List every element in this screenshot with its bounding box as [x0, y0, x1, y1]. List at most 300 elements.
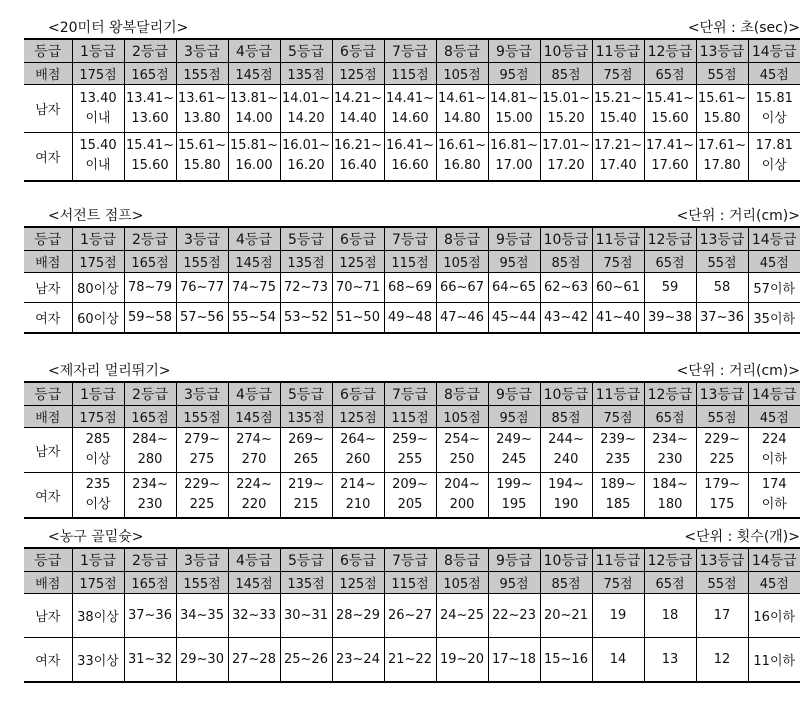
score-cell	[124, 85, 176, 133]
score-line-2: 17.80	[703, 158, 741, 174]
score-range	[541, 430, 592, 470]
score-range	[437, 475, 488, 515]
points-cell: 175점	[72, 251, 124, 273]
score-range	[385, 430, 436, 470]
score-cell: 14	[592, 638, 644, 682]
score-line-2: 17.40	[599, 158, 637, 174]
grade-cell: 5등급	[280, 39, 332, 63]
score-cell: 16이하	[748, 594, 800, 638]
score-range	[437, 430, 488, 470]
score-line-2: 270	[241, 452, 267, 467]
score-cell	[592, 85, 644, 133]
score-cell: 55~54	[228, 303, 280, 333]
score-line-2: 16.00	[235, 158, 273, 174]
grade-header-row	[24, 548, 800, 572]
score-line-1: 269~	[288, 432, 324, 447]
score-range	[437, 136, 488, 176]
grade-cell: 10등급	[540, 227, 592, 251]
score-line-2: 17.00	[495, 158, 533, 174]
grade-cell: 11등급	[592, 39, 644, 63]
score-range	[541, 136, 592, 176]
points-label: 배점	[24, 251, 72, 273]
score-line-1: 174	[761, 477, 787, 492]
points-label: 배점	[24, 572, 72, 594]
points-cell: 155점	[176, 572, 228, 594]
score-range	[645, 475, 696, 515]
score-line-1: 14.01~	[281, 90, 331, 106]
gender-label: 남자	[24, 85, 72, 133]
score-line-2: 205	[397, 497, 423, 512]
score-line-2: 15.60	[131, 158, 169, 174]
gender-label: 여자	[24, 473, 72, 519]
score-line-2: 이상	[761, 158, 787, 174]
grade-cell: 4등급	[228, 382, 280, 406]
points-cell: 135점	[280, 63, 332, 85]
points-cell: 175점	[72, 63, 124, 85]
points-cell: 85점	[540, 251, 592, 273]
score-cell	[644, 428, 696, 473]
score-range	[73, 475, 124, 515]
score-cell: 72~73	[280, 273, 332, 303]
grade-cell: 7등급	[384, 382, 436, 406]
score-line-2: 175	[709, 497, 735, 512]
score-line-1: 16.21~	[333, 138, 383, 154]
score-cell	[384, 428, 436, 473]
score-cell	[332, 133, 384, 181]
score-cell: 32~33	[228, 594, 280, 638]
score-line-2: 16.80	[443, 158, 481, 174]
score-line-2: 230	[137, 497, 163, 512]
score-cell	[384, 473, 436, 519]
points-cell: 125점	[332, 572, 384, 594]
score-cell: 15~16	[540, 638, 592, 682]
score-range	[697, 89, 748, 129]
grade-cell: 4등급	[228, 39, 280, 63]
data-row-female	[24, 133, 800, 181]
score-line-2: 255	[397, 452, 423, 467]
section-title: <서전트 점프>	[48, 208, 144, 224]
points-cell: 105점	[436, 406, 488, 428]
grade-cell: 9등급	[488, 227, 540, 251]
score-line-2: 240	[553, 452, 579, 467]
score-cell: 64~65	[488, 273, 540, 303]
points-cell: 65점	[644, 63, 696, 85]
score-cell	[72, 428, 124, 473]
score-range	[385, 136, 436, 176]
score-line-1: 17.21~	[593, 138, 643, 154]
data-row-female	[24, 638, 800, 682]
score-line-1: 15.01~	[541, 90, 591, 106]
score-line-1: 279~	[184, 432, 220, 447]
points-header-row	[24, 406, 800, 428]
score-cell: 62~63	[540, 273, 592, 303]
score-cell: 68~69	[384, 273, 436, 303]
points-cell: 125점	[332, 251, 384, 273]
score-line-1: 13.61~	[177, 90, 227, 106]
score-line-1: 14.21~	[333, 90, 383, 106]
section-unit: <단위 : 초(sec)>	[687, 20, 800, 36]
score-cell	[748, 85, 800, 133]
score-line-2: 230	[657, 452, 683, 467]
score-line-1: 14.61~	[437, 90, 487, 106]
grade-cell: 12등급	[644, 548, 696, 572]
score-cell	[436, 428, 488, 473]
points-cell: 75점	[592, 572, 644, 594]
score-line-2: 13.60	[131, 110, 169, 126]
score-cell	[228, 85, 280, 133]
section-unit: <단위 : 횟수(개)>	[684, 529, 800, 545]
points-cell: 65점	[644, 406, 696, 428]
score-line-1: 239~	[600, 432, 636, 447]
grade-cell: 3등급	[176, 548, 228, 572]
points-label: 배점	[24, 406, 72, 428]
score-range	[125, 136, 176, 176]
data-row-male	[24, 85, 800, 133]
score-cell: 24~25	[436, 594, 488, 638]
score-line-2: 185	[605, 497, 631, 512]
score-range	[333, 475, 384, 515]
section-unit: <단위 : 거리(cm)>	[676, 363, 800, 379]
score-line-2: 이하	[761, 497, 787, 512]
score-cell: 18	[644, 594, 696, 638]
grade-cell: 4등급	[228, 548, 280, 572]
score-range	[489, 475, 540, 515]
score-range	[489, 430, 540, 470]
score-line-2: 16.60	[391, 158, 429, 174]
score-cell: 45~44	[488, 303, 540, 333]
score-cell: 51~50	[332, 303, 384, 333]
points-cell: 145점	[228, 406, 280, 428]
score-line-1: 284~	[132, 432, 168, 447]
score-line-2: 이상	[85, 452, 111, 467]
grade-cell: 12등급	[644, 382, 696, 406]
points-cell: 115점	[384, 572, 436, 594]
score-range	[333, 89, 384, 129]
score-cell	[540, 428, 592, 473]
score-line-1: 14.81~	[489, 90, 539, 106]
score-cell	[332, 428, 384, 473]
points-cell: 165점	[124, 406, 176, 428]
grade-cell: 5등급	[280, 227, 332, 251]
score-range	[645, 89, 696, 129]
score-line-2: 14.80	[443, 110, 481, 126]
score-cell	[748, 473, 800, 519]
grade-cell: 6등급	[332, 227, 384, 251]
score-range	[541, 89, 592, 129]
score-cell	[228, 428, 280, 473]
score-cell	[228, 133, 280, 181]
score-cell	[540, 473, 592, 519]
score-cell: 31~32	[124, 638, 176, 682]
score-range	[593, 475, 644, 515]
grade-label: 등급	[24, 382, 72, 406]
score-cell	[644, 473, 696, 519]
grade-cell: 13등급	[696, 548, 748, 572]
score-line-2: 14.40	[339, 110, 377, 126]
score-line-1: 15.61~	[697, 90, 747, 106]
grade-cell: 14등급	[748, 227, 800, 251]
grade-cell: 7등급	[384, 548, 436, 572]
score-cell	[72, 473, 124, 519]
score-line-2: 15.60	[651, 110, 689, 126]
score-line-1: 214~	[340, 477, 376, 492]
score-cell	[280, 85, 332, 133]
grade-cell: 11등급	[592, 548, 644, 572]
score-line-1: 15.81	[755, 90, 793, 106]
score-range	[697, 430, 748, 470]
score-cell: 37~36	[124, 594, 176, 638]
score-cell: 60~61	[592, 273, 644, 303]
grade-cell: 9등급	[488, 39, 540, 63]
score-line-2: 265	[293, 452, 319, 467]
grade-cell: 7등급	[384, 39, 436, 63]
points-label: 배점	[24, 63, 72, 85]
points-header-row	[24, 572, 800, 594]
points-cell: 75점	[592, 63, 644, 85]
points-cell: 125점	[332, 406, 384, 428]
section-standing-long-jump	[24, 361, 800, 519]
score-line-1: 229~	[184, 477, 220, 492]
score-cell	[540, 85, 592, 133]
grade-cell: 6등급	[332, 548, 384, 572]
data-row-male	[24, 428, 800, 473]
score-line-1: 285	[85, 432, 111, 447]
score-cell	[280, 473, 332, 519]
points-cell: 165점	[124, 572, 176, 594]
points-cell: 75점	[592, 251, 644, 273]
score-cell	[72, 133, 124, 181]
score-cell: 19~20	[436, 638, 488, 682]
score-line-1: 16.41~	[385, 138, 435, 154]
score-cell: 59~58	[124, 303, 176, 333]
points-cell: 105점	[436, 251, 488, 273]
score-range	[281, 430, 332, 470]
score-cell	[124, 473, 176, 519]
score-line-2: 14.00	[235, 110, 273, 126]
score-cell: 17	[696, 594, 748, 638]
score-range	[281, 89, 332, 129]
score-cell	[644, 133, 696, 181]
grade-cell: 13등급	[696, 382, 748, 406]
score-line-2: 14.20	[287, 110, 325, 126]
points-cell: 135점	[280, 406, 332, 428]
score-line-2: 이하	[761, 452, 787, 467]
score-cell: 11이하	[748, 638, 800, 682]
points-cell: 145점	[228, 251, 280, 273]
grade-cell: 5등급	[280, 382, 332, 406]
score-cell: 60이상	[72, 303, 124, 333]
score-line-1: 235	[85, 477, 111, 492]
grade-cell: 3등급	[176, 39, 228, 63]
score-cell: 47~46	[436, 303, 488, 333]
points-cell: 95점	[488, 63, 540, 85]
score-line-2: 이상	[761, 110, 787, 126]
score-cell	[488, 85, 540, 133]
grade-cell: 12등급	[644, 39, 696, 63]
grade-cell: 8등급	[436, 227, 488, 251]
score-line-1: 209~	[392, 477, 428, 492]
score-cell: 59	[644, 273, 696, 303]
score-cell	[280, 428, 332, 473]
score-cell	[488, 428, 540, 473]
score-line-1: 249~	[496, 432, 532, 447]
score-range	[177, 430, 228, 470]
points-cell: 85점	[540, 572, 592, 594]
score-cell: 19	[592, 594, 644, 638]
gender-label: 남자	[24, 273, 72, 303]
score-range	[385, 89, 436, 129]
score-range	[229, 89, 280, 129]
score-line-2: 250	[449, 452, 475, 467]
points-cell: 165점	[124, 63, 176, 85]
points-cell: 165점	[124, 251, 176, 273]
score-range	[281, 136, 332, 176]
section-sargent-jump	[24, 206, 800, 334]
gender-label: 여자	[24, 303, 72, 333]
grade-cell: 1등급	[72, 227, 124, 251]
score-line-2: 이내	[85, 110, 111, 126]
points-cell: 175점	[72, 406, 124, 428]
score-line-2: 280	[137, 452, 163, 467]
score-cell: 57~56	[176, 303, 228, 333]
grade-cell: 11등급	[592, 382, 644, 406]
score-line-2: 15.40	[599, 110, 637, 126]
score-line-1: 15.81~	[229, 138, 279, 154]
points-cell: 55점	[696, 406, 748, 428]
score-line-1: 15.21~	[593, 90, 643, 106]
score-line-2: 225	[709, 452, 735, 467]
grade-cell: 2등급	[124, 227, 176, 251]
score-cell	[332, 85, 384, 133]
grade-cell: 9등급	[488, 548, 540, 572]
grade-label: 등급	[24, 227, 72, 251]
score-cell	[696, 473, 748, 519]
points-cell: 45점	[748, 63, 800, 85]
score-line-1: 189~	[600, 477, 636, 492]
score-cell: 12	[696, 638, 748, 682]
score-cell	[540, 133, 592, 181]
score-cell	[332, 473, 384, 519]
score-cell: 37~36	[696, 303, 748, 333]
score-cell: 23~24	[332, 638, 384, 682]
points-cell: 105점	[436, 572, 488, 594]
score-cell	[384, 133, 436, 181]
score-line-1: 219~	[288, 477, 324, 492]
score-line-1: 14.41~	[385, 90, 435, 106]
score-cell: 26~27	[384, 594, 436, 638]
data-row-male	[24, 594, 800, 638]
score-line-1: 17.81	[755, 138, 793, 154]
score-line-2: 15.80	[703, 110, 741, 126]
points-cell: 95점	[488, 251, 540, 273]
score-cell	[436, 85, 488, 133]
score-range	[645, 430, 696, 470]
score-table	[24, 38, 800, 182]
score-table	[24, 381, 800, 519]
score-cell	[176, 428, 228, 473]
score-cell: 27~28	[228, 638, 280, 682]
score-range	[593, 89, 644, 129]
score-range	[645, 136, 696, 176]
gender-label: 여자	[24, 638, 72, 682]
points-cell: 135점	[280, 572, 332, 594]
score-line-1: 274~	[236, 432, 272, 447]
score-cell: 35이하	[748, 303, 800, 333]
score-cell: 66~67	[436, 273, 488, 303]
score-line-1: 15.41~	[125, 138, 175, 154]
score-cell	[748, 428, 800, 473]
score-range	[333, 136, 384, 176]
score-range	[749, 89, 801, 129]
grade-cell: 14등급	[748, 382, 800, 406]
points-cell: 155점	[176, 63, 228, 85]
score-range	[749, 430, 801, 470]
grade-header-row	[24, 39, 800, 63]
grade-cell: 8등급	[436, 382, 488, 406]
score-line-2: 210	[345, 497, 371, 512]
grade-cell: 6등급	[332, 39, 384, 63]
score-range	[541, 475, 592, 515]
grade-cell: 7등급	[384, 227, 436, 251]
section-header	[24, 361, 800, 381]
points-cell: 75점	[592, 406, 644, 428]
score-range	[73, 136, 124, 176]
score-line-1: 199~	[496, 477, 532, 492]
section-header	[24, 18, 800, 38]
score-table	[24, 226, 800, 334]
score-cell: 20~21	[540, 594, 592, 638]
score-line-1: 244~	[548, 432, 584, 447]
score-range	[73, 430, 124, 470]
grade-cell: 11등급	[592, 227, 644, 251]
points-cell: 95점	[488, 406, 540, 428]
score-cell	[748, 133, 800, 181]
score-cell	[696, 85, 748, 133]
score-cell	[124, 428, 176, 473]
score-range	[73, 89, 124, 129]
score-cell: 41~40	[592, 303, 644, 333]
points-cell: 135점	[280, 251, 332, 273]
score-line-1: 16.81~	[489, 138, 539, 154]
points-cell: 55점	[696, 572, 748, 594]
score-cell	[592, 473, 644, 519]
grade-cell: 1등급	[72, 39, 124, 63]
score-cell: 22~23	[488, 594, 540, 638]
grade-cell: 10등급	[540, 548, 592, 572]
score-cell	[176, 85, 228, 133]
grade-cell: 2등급	[124, 382, 176, 406]
gender-label: 여자	[24, 133, 72, 181]
score-range	[489, 136, 540, 176]
score-cell	[72, 85, 124, 133]
grade-cell: 3등급	[176, 382, 228, 406]
score-line-1: 17.41~	[645, 138, 695, 154]
score-cell	[592, 133, 644, 181]
score-line-2: 190	[553, 497, 579, 512]
score-cell: 17~18	[488, 638, 540, 682]
score-cell: 80이상	[72, 273, 124, 303]
grade-cell: 13등급	[696, 39, 748, 63]
grade-cell: 4등급	[228, 227, 280, 251]
score-cell	[228, 473, 280, 519]
score-cell	[280, 133, 332, 181]
score-range	[125, 89, 176, 129]
score-line-2: 17.60	[651, 158, 689, 174]
score-line-1: 13.40	[79, 90, 117, 106]
grade-label: 등급	[24, 548, 72, 572]
score-line-2: 16.20	[287, 158, 325, 174]
score-cell	[176, 133, 228, 181]
